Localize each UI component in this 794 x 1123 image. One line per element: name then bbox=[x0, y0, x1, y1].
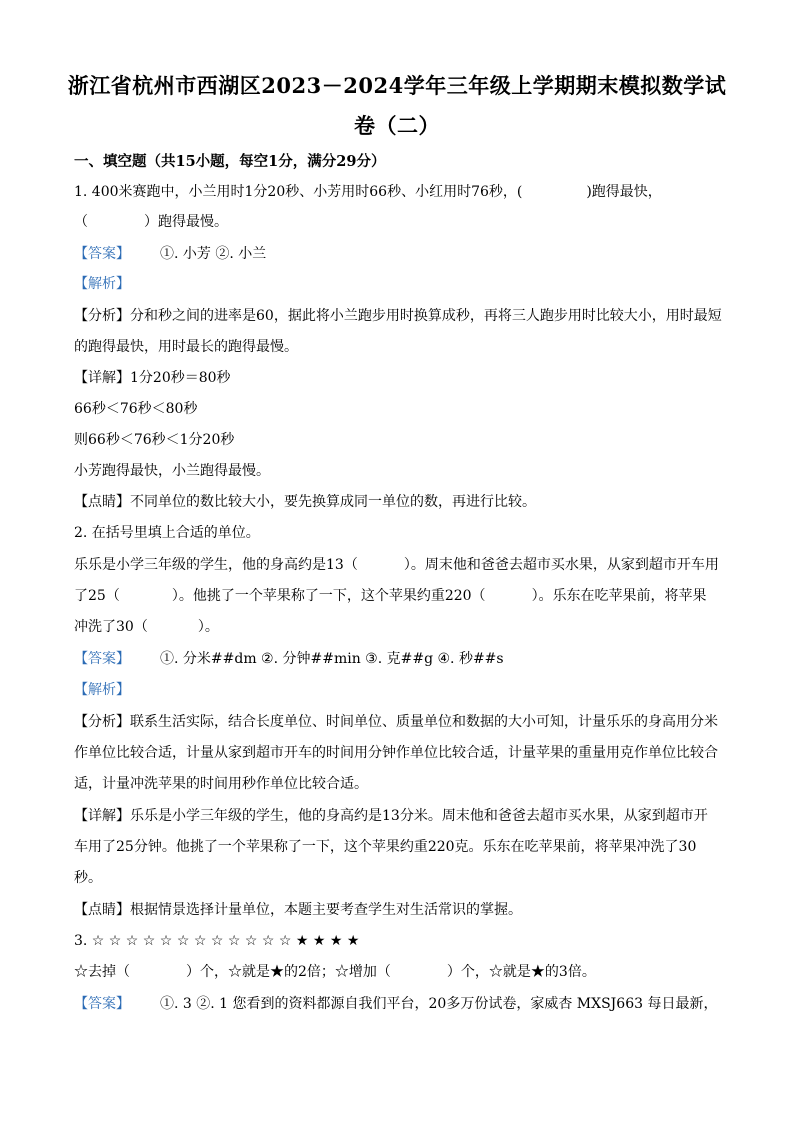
q2-dianjing bbox=[74, 900, 522, 920]
q3-answer-text: ①. 3 ②. 1 您看到的资料都源自我们平台，20多万份试卷，家威杏 MXSJ663 每日最新， bbox=[160, 996, 718, 1012]
analysis-tag: 【解析】 bbox=[74, 276, 130, 292]
q2-text-2c: ）。乐东在吃苹果前，将苹果 bbox=[531, 588, 707, 604]
analysis-tag: 【解析】 bbox=[74, 682, 130, 698]
q2-answer-text: ①. 分米##dm ②. 分钟##min ③. 克##g ④. 秒##s bbox=[160, 651, 504, 667]
q1-text-a: 1. 400米赛跑中，小兰用时1分20秒、小芳用时66秒、小红用时76秒，( bbox=[74, 184, 523, 200]
answer-tag: 【答案】 bbox=[74, 651, 130, 667]
q1-text-c: （ bbox=[74, 214, 88, 230]
q1-fenxi-text-1: 分和秒之间的进率是60，据此将小兰跑步用时换算成秒，再将三人跑步用时比较大小，用时最短 bbox=[130, 308, 722, 324]
q2-answer bbox=[74, 649, 504, 669]
q2-text-line-1 bbox=[74, 555, 719, 575]
q1-answer bbox=[74, 244, 266, 264]
q1-text-b: )跑得最快， bbox=[586, 184, 662, 200]
q1-xiangjie-line-2: 66秒＜76秒＜80秒 bbox=[74, 401, 198, 417]
answer-tag: 【答案】 bbox=[74, 246, 130, 262]
q2-fenxi-text-1: 联系生活实际，结合长度单位、时间单位、质量单位和数据的大小可知，计量乐乐的身高用分米 bbox=[130, 714, 718, 730]
q2-stem: 2. 在括号里填上合适的单位。 bbox=[74, 525, 260, 541]
q2-dianjing-text: 根据情景选择计量单位，本题主要考查学生对生活常识的掌握。 bbox=[130, 902, 522, 918]
q2-xiangjie-text-1: 乐乐是小学三年级的学生，他的身高约是13分米。周末他和爸爸去超市买水果，从家到超市开 bbox=[130, 808, 708, 824]
q2-xiangjie-line-1 bbox=[74, 806, 708, 826]
q2-xiangjie-line-3: 秒。 bbox=[74, 870, 102, 886]
q1-dianjing bbox=[74, 492, 536, 512]
q3-text-c: ）个，☆就是★的3倍。 bbox=[446, 964, 596, 980]
q3-stars: 3. ☆ ☆ ☆ ☆ ☆ ☆ ☆ ☆ ☆ ☆ ☆ ☆ ★ ★ ★ ★ bbox=[74, 933, 360, 949]
answer-tag: 【答案】 bbox=[74, 996, 130, 1012]
q3-text-a: ☆去掉（ bbox=[74, 964, 130, 980]
xiangjie-tag: 【详解】 bbox=[74, 808, 130, 824]
q1-text-d: ）跑得最慢。 bbox=[144, 214, 228, 230]
q1-xiangjie-text-1: 1分20秒＝80秒 bbox=[130, 370, 231, 386]
q3-answer bbox=[74, 994, 717, 1014]
q2-text-1b: ）。周末他和爸爸去超市买水果，从家到超市开车用 bbox=[403, 557, 719, 573]
q2-text-2a: 了25（ bbox=[74, 588, 120, 604]
q2-text-line-2 bbox=[74, 586, 707, 606]
dianjing-tag: 【点睛】 bbox=[74, 902, 130, 918]
q2-text-3b: ）。 bbox=[197, 619, 219, 635]
q1-dianjing-text: 不同单位的数比较大小，要先换算成同一单位的数，再进行比较。 bbox=[130, 494, 536, 510]
q3-stem bbox=[74, 962, 596, 982]
q1-stem-line-1 bbox=[74, 182, 662, 202]
q1-fenxi-line-1 bbox=[74, 306, 722, 326]
q2-fenxi-line-2: 作单位比较合适，计量从家到超市开车的时间用分钟作单位比较合适，计量苹果的重量用克作单位比较合 bbox=[74, 745, 718, 761]
xiangjie-tag: 【详解】 bbox=[74, 370, 130, 386]
fenxi-tag: 【分析】 bbox=[74, 308, 130, 324]
q1-xiangjie-line-1 bbox=[74, 368, 231, 388]
q3-text-b: ）个，☆就是★的2倍；☆增加（ bbox=[186, 964, 391, 980]
q2-analysis-tag bbox=[74, 680, 130, 700]
document-title-line-2: 卷（二） bbox=[354, 113, 440, 138]
q2-text-2b: ）。他挑了一个苹果称了一下，这个苹果约重220（ bbox=[171, 588, 486, 604]
q2-fenxi-line-1 bbox=[74, 712, 718, 732]
document-title-line-1: 浙江省杭州市西湖区2023－2024学年三年级上学期期末模拟数学试 bbox=[67, 73, 727, 98]
q1-xiangjie-line-3: 则66秒＜76秒＜1分20秒 bbox=[74, 432, 235, 448]
fenxi-tag: 【分析】 bbox=[74, 714, 130, 730]
q1-stem-line-2 bbox=[74, 212, 228, 232]
dianjing-tag: 【点睛】 bbox=[74, 494, 130, 510]
section-heading: 一、填空题（共15小题，每空1分，满分29分） bbox=[74, 153, 386, 170]
q1-answer-text: ①. 小芳 ②. 小兰 bbox=[160, 246, 267, 262]
q1-analysis-tag bbox=[74, 274, 130, 294]
q2-xiangjie-line-2: 车用了25分钟。他挑了一个苹果称了一下，这个苹果约重220克。乐东在吃苹果前，将苹果冲洗了30 bbox=[74, 839, 697, 855]
q2-text-3a: 冲洗了30（ bbox=[74, 619, 148, 635]
q2-text-line-3 bbox=[74, 617, 219, 637]
q2-text-1a: 乐乐是小学三年级的学生，他的身高约是13（ bbox=[74, 557, 358, 573]
q1-xiangjie-line-4: 小芳跑得最快，小兰跑得最慢。 bbox=[74, 463, 270, 479]
q2-fenxi-line-3: 适，计量冲洗苹果的时间用秒作单位比较合适。 bbox=[74, 776, 368, 792]
q1-fenxi-line-2: 的跑得最快，用时最长的跑得最慢。 bbox=[74, 339, 298, 355]
